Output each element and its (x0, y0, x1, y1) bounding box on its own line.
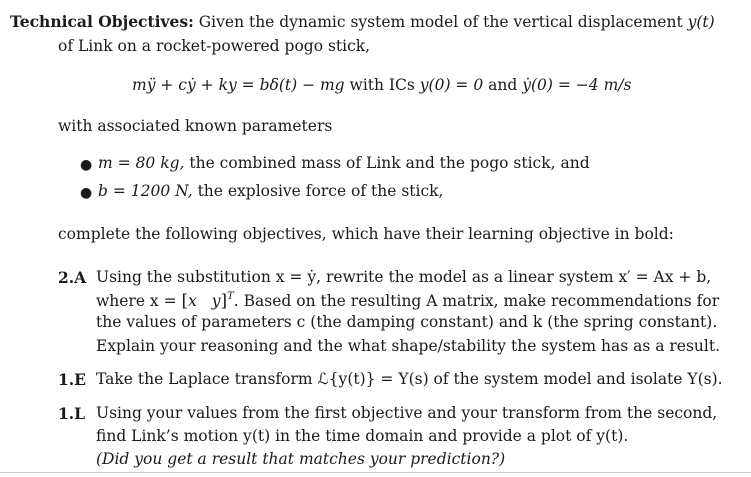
objective-question: (Did you get a result that matches your prediction?) (96, 450, 506, 468)
intro-line-1 (10, 14, 715, 31)
objective-line: Take the Laplace transform ℒ{y(t)} = Y(s) of the system model and isolate Y(s). (96, 370, 723, 388)
objective-text: Based on the resulting A matrix, make recommendations for (243, 292, 720, 310)
initial-condition-2: ẏ(0) = −4 m/s (522, 76, 632, 94)
initial-condition-1: y(0) = 0 (419, 76, 484, 94)
transpose-mark: T (227, 291, 234, 302)
section-title: Technical Objectives: (10, 12, 194, 31)
objective-line: Explain your reasoning and the what shape/stability the system has as a result. (96, 337, 721, 355)
model-equation (132, 78, 631, 94)
where-text: where x = (96, 292, 177, 310)
objective-label: 1.E (58, 370, 86, 389)
params-intro: with associated known parameters (58, 117, 333, 135)
objective-line: find Link’s motion y(t) in the time domain and provide a plot of y(t). (96, 427, 629, 445)
intro-variable: y(t) (687, 13, 715, 31)
param-math: m = 80 kg, (98, 154, 185, 172)
left-bracket: [ (181, 291, 189, 311)
param-item-mass (98, 156, 590, 172)
intro-line-2: of Link on a rocket-powered pogo stick, (58, 37, 371, 55)
objective-line: Using your values from the first objective and your transform from the second, (96, 404, 718, 422)
equation-with: with ICs (349, 76, 415, 94)
bullet-icon: ● (80, 185, 93, 201)
objective-label: 2.A (58, 268, 87, 287)
equation-main: mÿ + cẏ + ky = bδ(t) − mg (132, 76, 345, 94)
right-bracket: ] (220, 291, 228, 311)
bullet-icon: ● (80, 157, 93, 173)
intro-text-1: Given the dynamic system model of the vertical displacement (198, 13, 683, 31)
param-math: b = 1200 N, (98, 182, 193, 200)
objective-line-vector: where x = [x y]$^T$. Based on the resulting A matrix, make recommendations for (96, 291, 720, 311)
param-text: the combined mass of Link and the pogo stick, and (189, 154, 590, 172)
param-item-force (98, 184, 444, 200)
objectives-intro: complete the following objectives, which have their learning objective in bold: (58, 225, 674, 243)
state-vector: x y (188, 292, 221, 310)
objective-label: 1.L (58, 404, 86, 423)
page-bottom-border (0, 472, 751, 473)
objective-line: the values of parameters c (the damping constant) and k (the spring constant). (96, 313, 718, 331)
objective-line: Using the substitution x = ẏ, rewrite the model as a linear system x′ = Ax + b, (96, 268, 712, 286)
param-text: the explosive force of the stick, (197, 182, 444, 200)
equation-and: and (488, 76, 518, 94)
